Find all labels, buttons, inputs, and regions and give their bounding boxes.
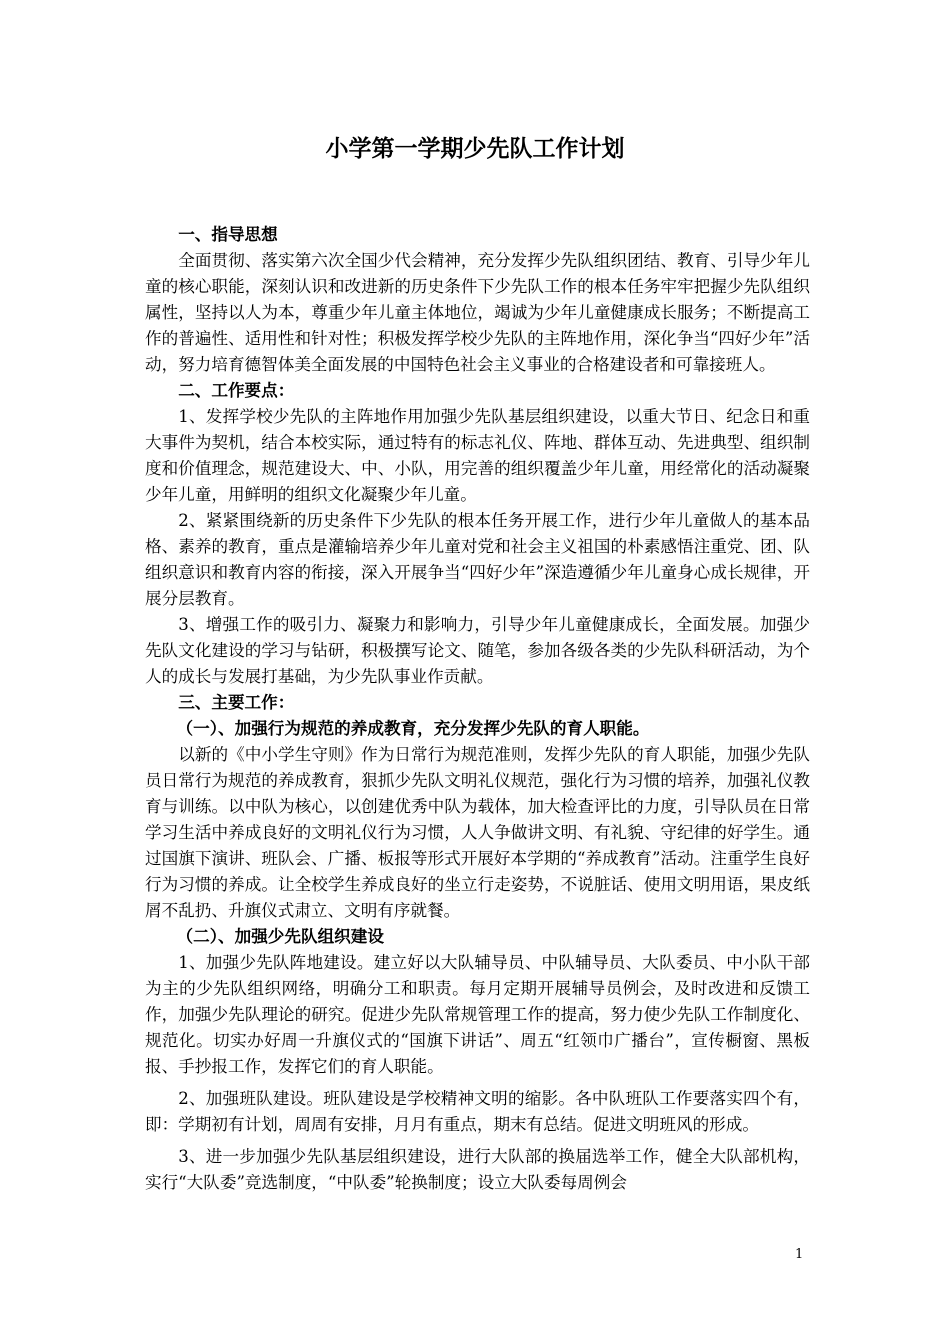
subsection-heading-behavior-education: （一）、加强行为规范的养成教育，充分发挥少先队的育人职能。 <box>176 719 650 738</box>
document-title: 小学第一学期少先队工作计划 <box>325 136 625 162</box>
document-body <box>145 222 810 1196</box>
paragraph: 以新的《中小学生守则》作为日常行为规范准则，发挥少先队的育人职能，加强少先队员日常行为规范的养成教育，狠抓少先队文明礼仪规范，强化行为习惯的培养，加强礼仪教育与训练。以中队为核心，以创建优秀中队为载体，加大检查评比的力度，引导队员在日常学习生活中养成良好的文明礼仪行为习惯，人人争做讲文明、有礼貌、守纪律的好学生。通过国旗下演讲、班队会、广播、板报等形式开展好本学期的“养成教育”活动。注重学生良好行为习惯的养成。让全校学生养成良好的坐立行走姿势，不说脏话、使用文明用语，果皮纸屑不乱扔、升旗仪式肃立、文明有序就餐。 <box>145 745 810 920</box>
paragraph: 1、加强少先队阵地建设。建立好以大队辅导员、中队辅导员、大队委员、中小队干部为主的少先队组织网络，明确分工和职责。每月定期开展辅导员例会，及时改进和反馈工作，加强少先队理论的研究。促进少先队常规管理工作的提高，努力使少先队工作制度化、规范化。切实办好周一升旗仪式的“国旗下讲话”、周五“红领巾广播台”，宣传橱窗、黑板报、手抄报工作，发挥它们的育人职能。 <box>145 953 810 1076</box>
subsection-heading-organization-building: （二）、加强少先队组织建设 <box>176 927 384 946</box>
paragraph: 3、增强工作的吸引力、凝聚力和影响力，引导少年儿童健康成长，全面发展。加强少先队文化建设的学习与钻研，积极撰写论文、随笔，参加各级各类的少先队科研活动，为个人的成长与发展打基础，为少先队事业作贡献。 <box>145 615 810 686</box>
section-heading-main-work: 三、主要工作： <box>178 693 295 712</box>
paragraph: 1、发挥学校少先队的主阵地作用加强少先队基层组织建设，以重大节日、纪念日和重大事件为契机，结合本校实际，通过特有的标志礼仪、阵地、群体互动、先进典型、组织制度和价值理念，规范建设大、中、小队，用完善的组织覆盖少年儿童，用经常化的活动凝聚少年儿童，用鲜明的组织文化凝聚少年儿童。 <box>145 407 810 504</box>
paragraph: 全面贯彻、落实第六次全国少代会精神，充分发挥少先队组织团结、教育、引导少年儿童的核心职能，深刻认识和改进新的历史条件下少先队工作的根本任务牢牢把握少先队组织属性，坚持以人为本，尊重少年儿童主体地位，竭诚为少年儿童健康成长服务；不断提高工作的普遍性、适用性和针对性；积极发挥学校少先队的主阵地作用，深化争当“四好少年”活动，努力培育德智体美全面发展的中国特色社会主义事业的合格建设者和可靠接班人。 <box>145 251 810 374</box>
paragraph: 2、紧紧围绕新的历史条件下少先队的根本任务开展工作，进行少年儿童做人的基本品格、素养的教育，重点是灌输培养少年儿童对党和社会主义祖国的朴素感悟注重党、团、队组织意识和教育内容的衔接，深入开展争当“四好少年”深造遵循少年儿童身心成长规律，开展分层教育。 <box>145 511 810 608</box>
paragraph: 2、加强班队建设。班队建设是学校精神文明的缩影。各中队班队工作要落实四个有，即：学期初有计划，周周有安排，月月有重点，期末有总结。促进文明班风的形成。 <box>145 1089 810 1134</box>
page-number: 1 <box>795 1247 804 1262</box>
paragraph: 3、进一步加强少先队基层组织建设，进行大队部的换届选举工作，健全大队部机构，实行“大队委”竞选制度，“中队委”轮换制度；设立大队委每周例会 <box>145 1147 810 1192</box>
section-heading-work-points: 二、工作要点： <box>178 381 295 400</box>
section-heading-guiding-thought: 一、指导思想 <box>178 225 278 244</box>
